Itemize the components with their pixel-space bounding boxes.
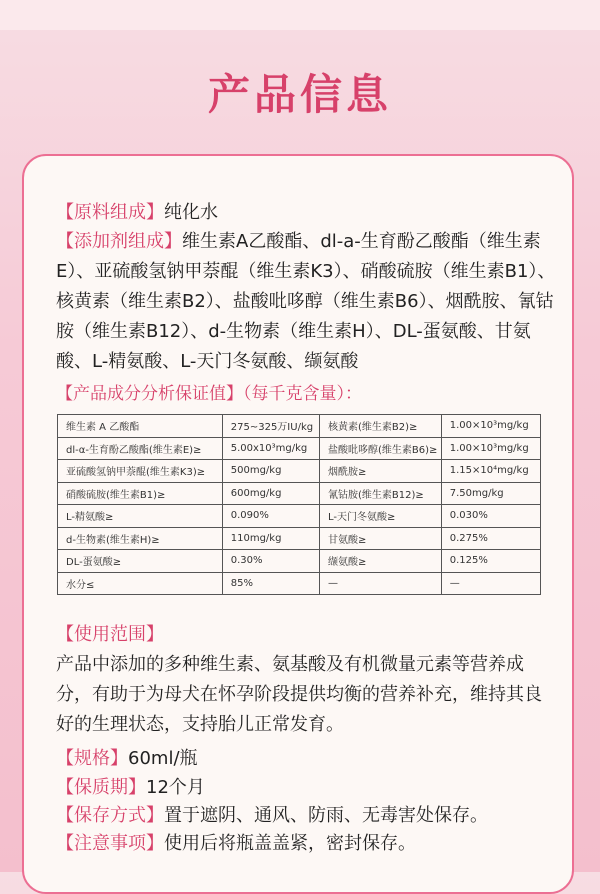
top-banner-strip — [0, 0, 600, 30]
table-cell: — — [319, 572, 441, 595]
ingredients-tag: 【原料组成】 — [56, 202, 164, 223]
table-row — [58, 527, 541, 550]
table-cell: — — [441, 572, 540, 595]
spec-line — [56, 744, 556, 774]
analysis-heading: 【产品成分分析保证值】（每千克含量）： — [56, 384, 362, 404]
table-cell: 85% — [222, 572, 319, 595]
notes-line — [56, 829, 556, 859]
table-cell: 维生素 A 乙酸酯 — [58, 415, 223, 438]
table-row — [58, 550, 541, 573]
usage-paragraph — [56, 620, 556, 740]
table-cell: 甘氨酸≥ — [319, 527, 441, 550]
table-cell: 275~325万IU/kg — [222, 415, 319, 438]
page-title: 产品信息 — [207, 70, 392, 119]
table-cell: 缬氨酸≥ — [319, 550, 441, 573]
table-cell: 0.090% — [222, 505, 319, 528]
table-row — [58, 460, 541, 483]
storage-line — [56, 801, 556, 831]
notes-tag: 【注意事项】 — [56, 833, 164, 854]
additives-tag: 【添加剂组成】 — [56, 231, 182, 252]
table-cell: 核黄素(维生素B2)≥ — [319, 415, 441, 438]
table-cell: 1.15×10⁴mg/kg — [441, 460, 540, 483]
table-cell: 烟酰胺≥ — [319, 460, 441, 483]
table-row — [58, 505, 541, 528]
table-cell: 500mg/kg — [222, 460, 319, 483]
table-cell: 水分≤ — [58, 572, 223, 595]
ingredients-line — [56, 198, 556, 228]
shelf-life-tag: 【保质期】 — [56, 777, 146, 798]
usage-text: 产品中添加的多种维生素、氨基酸及有机微量元素等营养成分，有助于为母犬在怀孕阶段提供均衡的营养补充，维持其良好的生理状态，支持胎儿正常发育。 — [56, 654, 542, 735]
table-cell: 0.30% — [222, 550, 319, 573]
table-cell: L-天门冬氨酸≥ — [319, 505, 441, 528]
spec-tag: 【规格】 — [56, 748, 128, 769]
table-cell: DL-蛋氨酸≥ — [58, 550, 223, 573]
table-row — [58, 572, 541, 595]
notes-text: 使用后将瓶盖盖紧，密封保存。 — [164, 833, 416, 854]
storage-text: 置于遮阴、通风、防雨、无毒害处保存。 — [164, 805, 488, 826]
table-cell: 1.00×10³mg/kg — [441, 415, 540, 438]
table-row — [58, 415, 541, 438]
table-cell: 0.275% — [441, 527, 540, 550]
table-cell: 硝酸硫胺(维生素B1)≥ — [58, 482, 223, 505]
table-cell: dl-α-生育酚乙酸酯(维生素E)≥ — [58, 437, 223, 460]
table-cell: 0.125% — [441, 550, 540, 573]
table-cell: 5.00x10³mg/kg — [222, 437, 319, 460]
table-cell: 盐酸吡哆醇(维生素B6)≥ — [319, 437, 441, 460]
shelf-life-line — [56, 773, 556, 803]
analysis-table — [57, 414, 541, 595]
additives-text: 维生素A乙酸酯、dl-a-生育酚乙酸酯（维生素E）、亚硫酸氢钠甲萘醌（维生素K3）、硝酸硫胺（维生素B1）、核黄素（维生素B2）、盐酸吡哆醇（维生素B6）、烟酰胺、氰钴胺（维生素B12）、d-生物素（维生素H）、DL-蛋氨酸、甘氨酸、L-精氨酸、L-天门冬氨酸、缬氨酸 — [56, 231, 556, 372]
shelf-life-text: 12个月 — [146, 777, 205, 798]
table-cell: 7.50mg/kg — [441, 482, 540, 505]
additives-paragraph — [56, 227, 556, 377]
table-cell: 0.030% — [441, 505, 540, 528]
table-row — [58, 482, 541, 505]
spec-text: 60ml/瓶 — [128, 748, 198, 769]
usage-tag: 【使用范围】 — [56, 624, 164, 645]
ingredients-text: 纯化水 — [164, 202, 218, 223]
table-cell: 氰钴胺(维生素B12)≥ — [319, 482, 441, 505]
table-cell: d-生物素(维生素H)≥ — [58, 527, 223, 550]
storage-tag: 【保存方式】 — [56, 805, 164, 826]
table-cell: 110mg/kg — [222, 527, 319, 550]
table-cell: 1.00×10³mg/kg — [441, 437, 540, 460]
table-cell: 600mg/kg — [222, 482, 319, 505]
table-row — [58, 437, 541, 460]
table-cell: 亚硫酸氢钠甲萘醌(维生素K3)≥ — [58, 460, 223, 483]
table-cell: L-精氨酸≥ — [58, 505, 223, 528]
